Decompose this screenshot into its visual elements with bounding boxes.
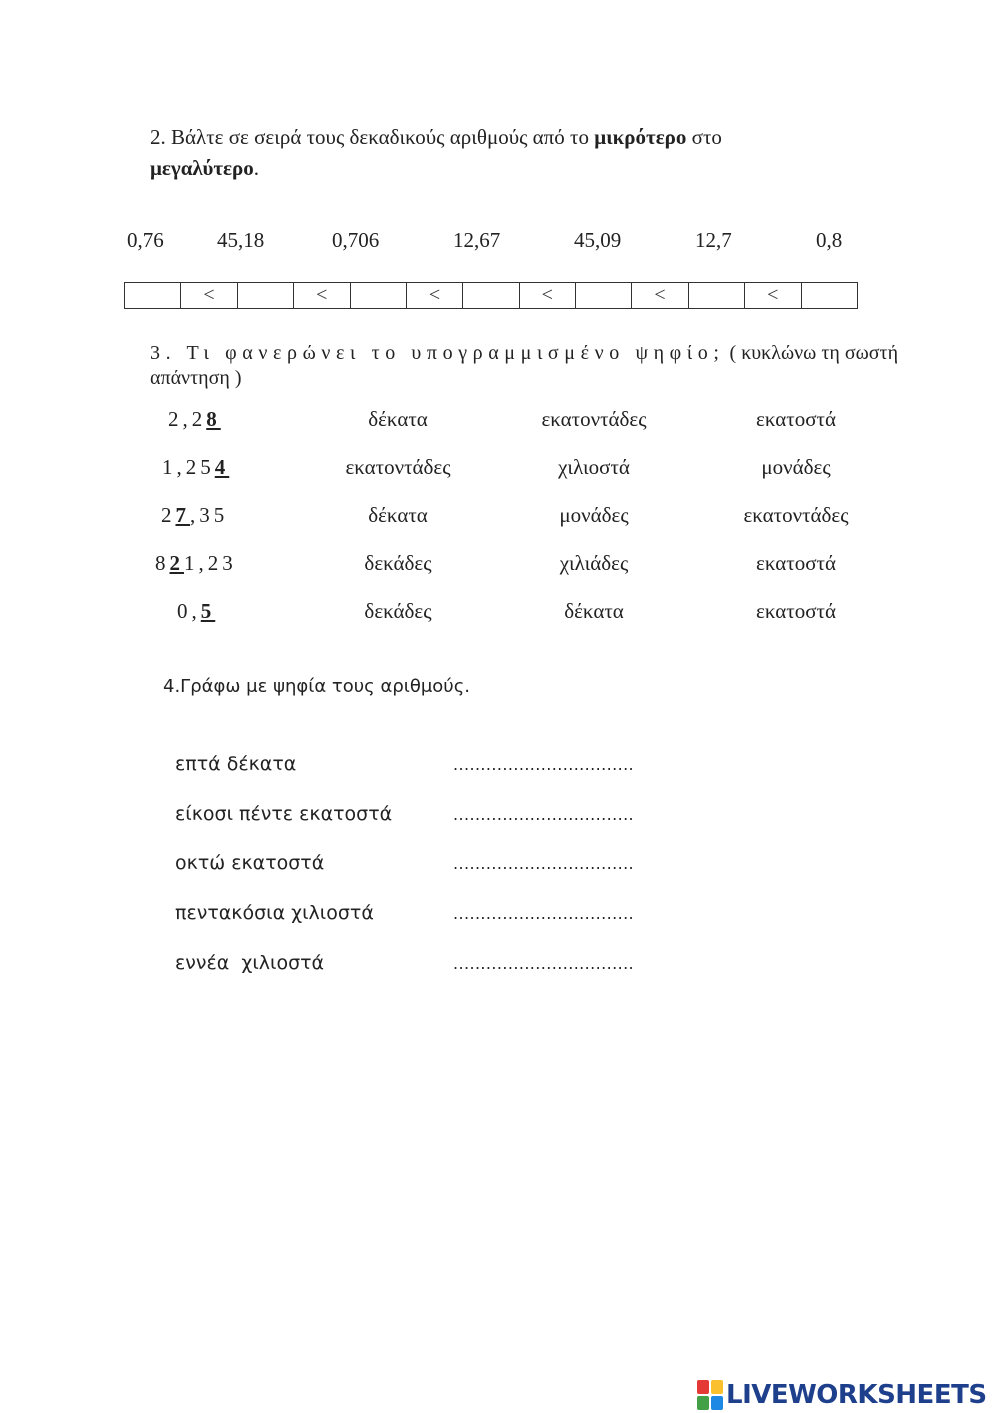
number-words: πεντακόσια χιλιοστά [175,902,374,924]
less-than-sign: < [406,283,462,309]
answer-option[interactable]: εκατοστά [756,599,836,623]
underlined-digit: 4 [214,455,230,479]
answer-blank[interactable]: ................................. [453,954,635,973]
decimal-number: 12,67 [453,228,501,252]
q2-bold-smallest: μικρότερο [594,125,687,149]
decimal-number: 0,76 [127,228,164,252]
number-words: οκτώ εκατοστά [175,852,325,874]
question-2-title [150,122,850,184]
question-4-title: 4.Γράφω με ψηφία τους αριθμούς. [163,676,471,697]
answer-option[interactable]: δέκατα [368,407,428,431]
underlined-digit: 7 [175,503,190,527]
less-than-sign: < [181,283,237,309]
question-3-title-line2: απάντηση ) [150,367,242,389]
decimal-number: 0,706 [332,228,380,252]
answer-option[interactable]: εκατοντάδες [743,503,849,527]
answer-blank[interactable]: ................................. [453,854,635,873]
less-than-sign: < [745,283,801,309]
answer-option[interactable]: δέκατα [564,599,624,623]
logo-mark-icon [697,1380,723,1410]
underlined-digit: 5 [200,599,216,623]
question-3-title [150,340,898,366]
decimal-number: 45,09 [574,228,622,252]
answer-blank[interactable]: ................................. [453,755,635,774]
number-words: επτά δέκατα [175,753,297,775]
answer-cell[interactable] [237,283,293,309]
ordering-table [124,282,858,309]
underlined-digit: 8 [206,407,221,431]
number-words: είκοσι πέντε εκατοστά [175,803,393,825]
answer-cell[interactable] [576,283,632,309]
underlined-number: 2,28 [168,407,221,431]
answer-option[interactable]: εκατοντάδες [345,455,451,479]
number-words: εννέα χιλιοστά [175,952,325,974]
logo-text: LIVEWORKSHEETS [726,1380,987,1410]
less-than-sign: < [294,283,350,309]
answer-option[interactable]: δέκατα [368,503,428,527]
q2-bold-largest: μεγαλύτερο [150,156,254,180]
answer-option[interactable]: χιλιάδες [559,551,629,575]
answer-option[interactable]: μονάδες [559,503,629,527]
answer-cell[interactable] [350,283,406,309]
q2-suffix: . [253,156,259,180]
answer-option[interactable]: δεκάδες [364,599,432,623]
less-than-sign: < [632,283,688,309]
underlined-digit: 2 [169,551,184,575]
answer-cell[interactable] [688,283,744,309]
q2-middle: στο [686,125,722,149]
underlined-number: 1,254 [162,455,230,479]
answer-cell[interactable] [463,283,519,309]
underlined-number: 0,5 [177,599,216,623]
answer-option[interactable]: δεκάδες [364,551,432,575]
answer-cell[interactable] [125,283,181,309]
decimal-number: 12,7 [695,228,732,252]
answer-cell[interactable] [801,283,858,309]
answer-option[interactable]: εκατοστά [756,551,836,575]
answer-option[interactable]: χιλιοστά [558,455,630,479]
answer-option[interactable]: μονάδες [761,455,831,479]
answer-option[interactable]: εκατοστά [756,407,836,431]
answer-blank[interactable]: ................................. [453,805,635,824]
answer-blank[interactable]: ................................. [453,904,635,923]
decimal-number: 45,18 [217,228,265,252]
less-than-sign: < [519,283,575,309]
liveworksheets-logo [697,1378,987,1412]
decimal-number: 0,8 [816,228,843,252]
answer-option[interactable]: εκατοντάδες [541,407,647,431]
q2-prefix: 2. Βάλτε σε σειρά τους δεκαδικούς αριθμούς από το [150,125,595,149]
q3-title-rest: ( κυκλώνω τη σωστή [729,342,899,364]
underlined-number: 27,35 [161,503,229,527]
underlined-number: 821,23 [155,551,237,575]
q3-title-spaced: 3. Τι φανερώνει το υπογραμμισμένο ψηφίο; [150,342,725,364]
